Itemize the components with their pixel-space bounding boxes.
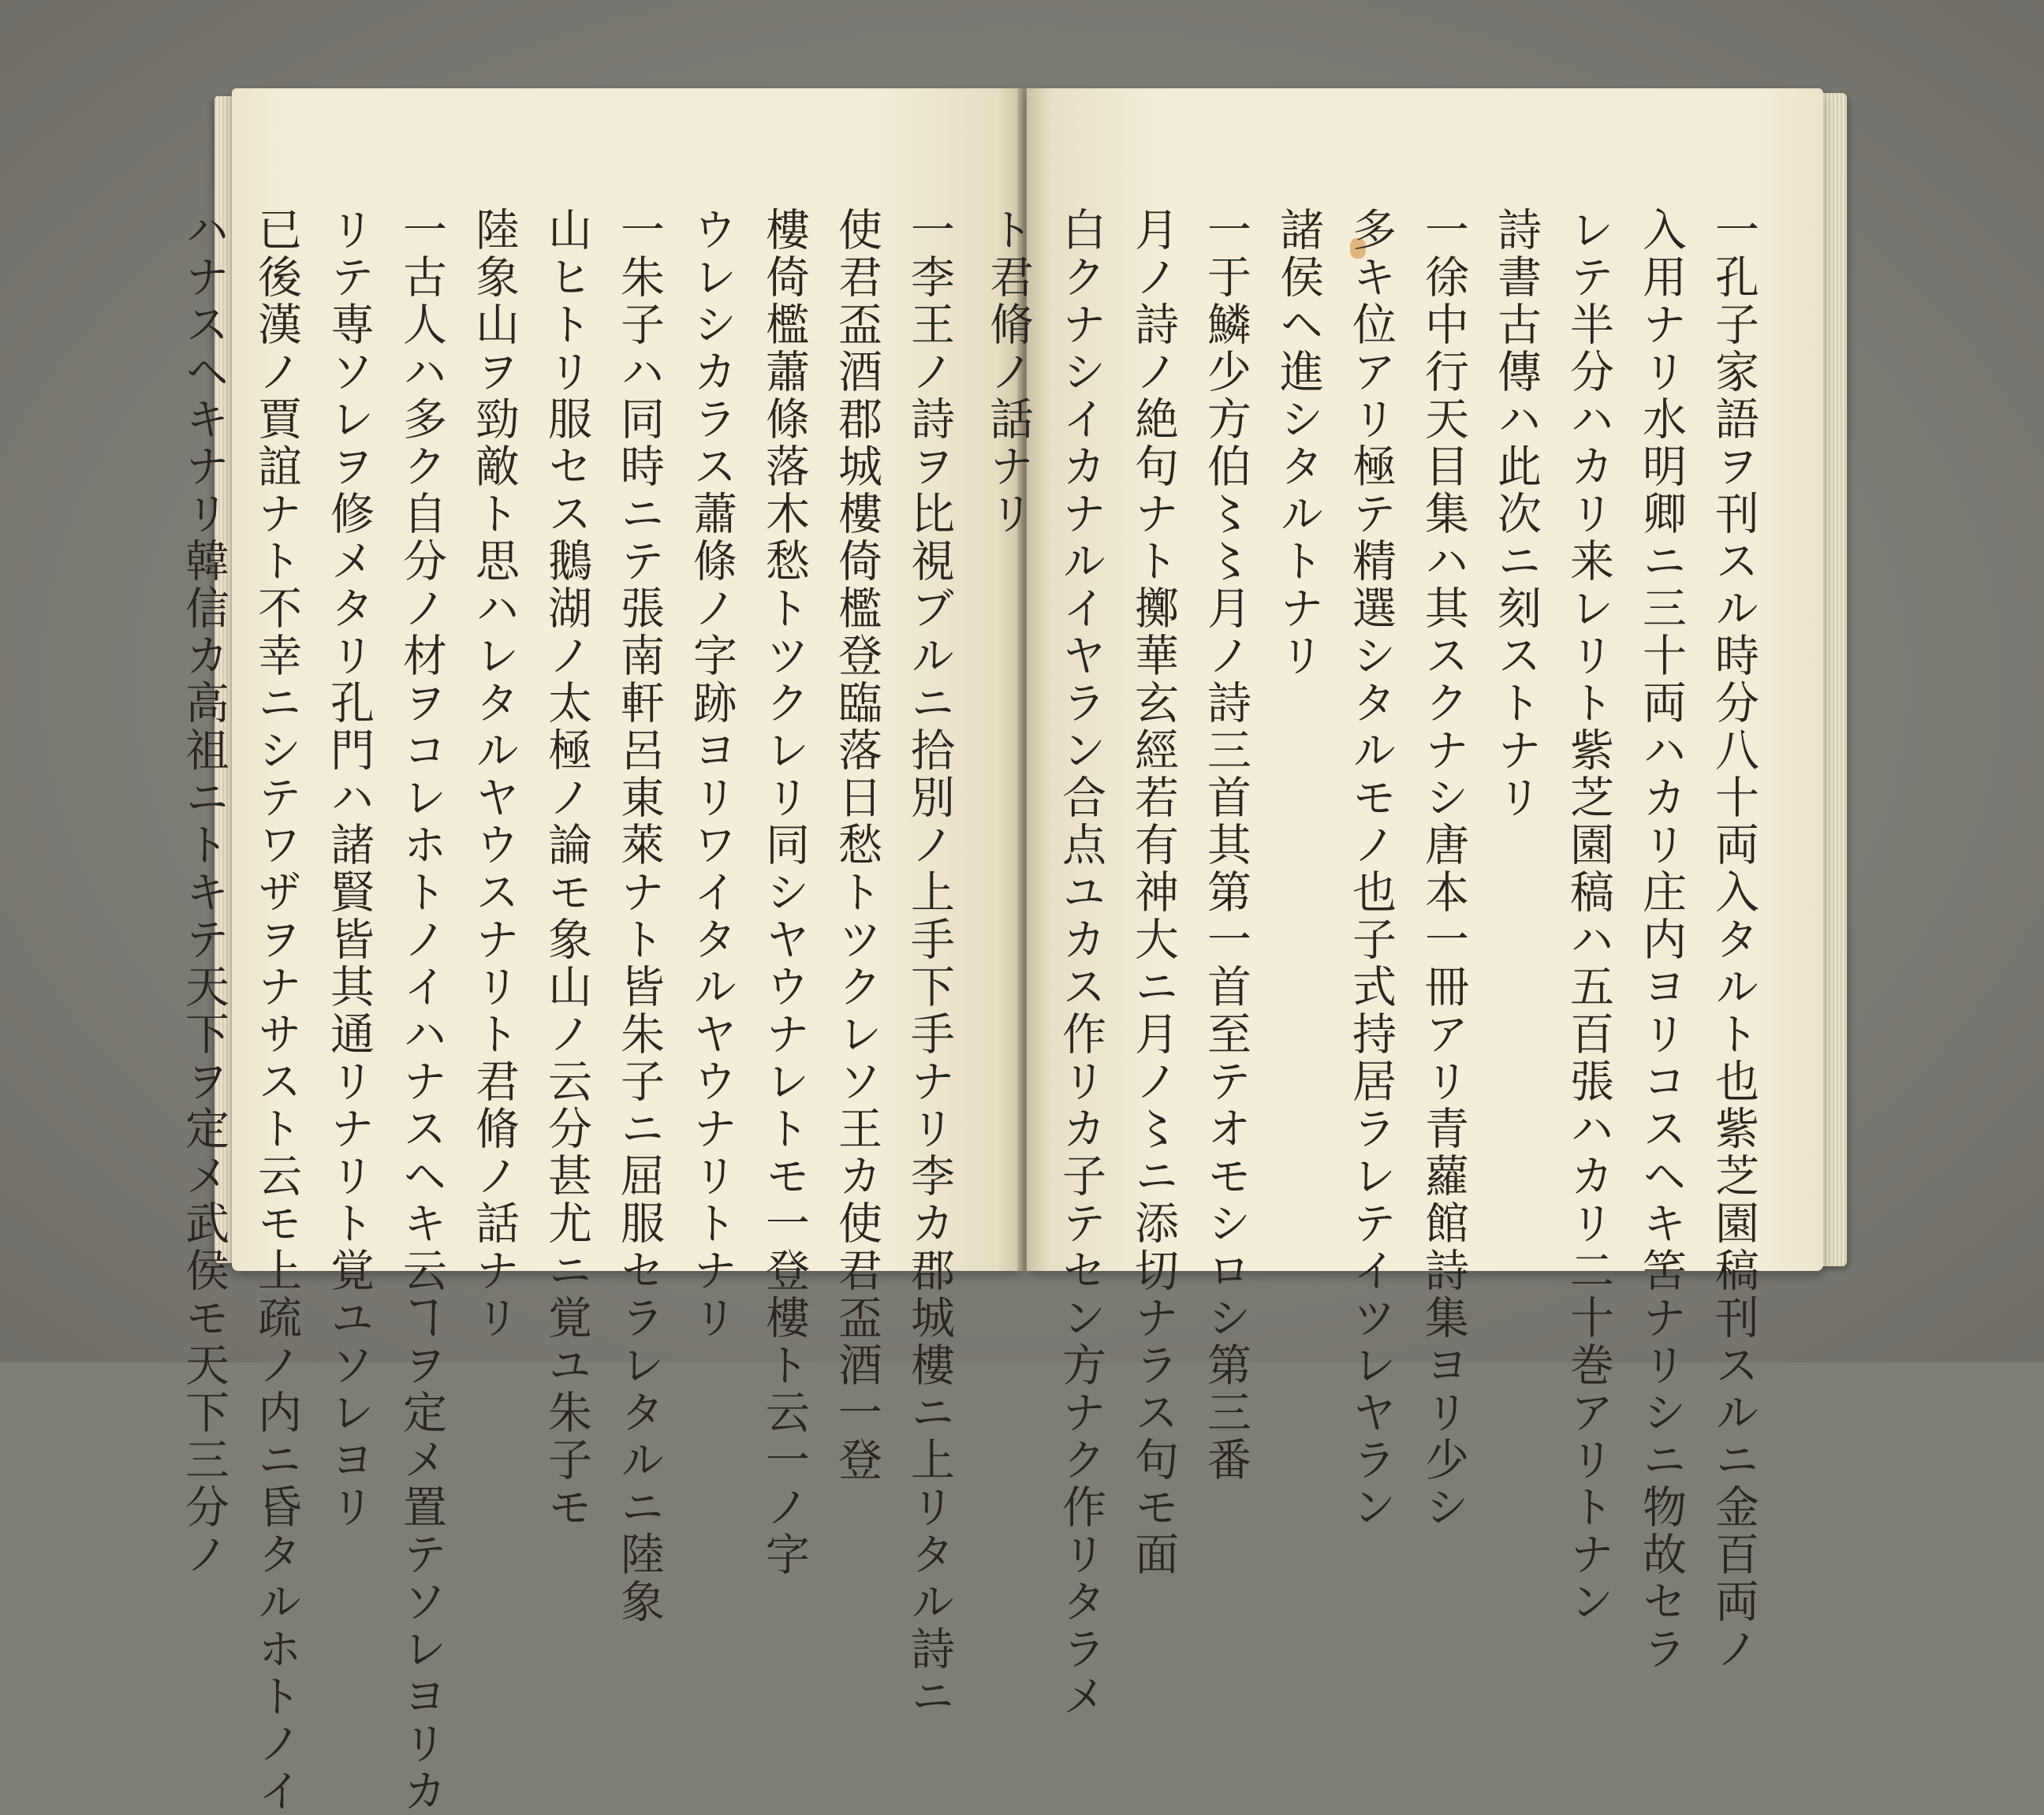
text-line: 一于鱗少方伯〻〻月ノ詩三首其第一首至テオモシロシ第三番 <box>1200 207 1251 1484</box>
text-line: 山ヒトリ服セス鵝湖ノ太極ノ論モ象山ノ云分甚尤ニ覚ユ朱子モ <box>541 207 592 1531</box>
text-line: 樓倚檻蕭條落木愁トツクレリ同シヤウナレトモ一登樓ト云一ノ字 <box>759 207 810 1578</box>
text-line: 一孔子家語ヲ刊スル時分八十両入タルト也紫芝園稿刊スルニ金百両ノ <box>1708 207 1759 1673</box>
left-page <box>178 88 1020 1815</box>
text-line: 陸象山ヲ勁敵ト思ハレタルヤウスナリト君脩ノ話ナリ <box>468 207 520 1342</box>
text-line: ト君脩ノ話ナリ <box>983 207 1034 538</box>
right-page-text <box>983 207 1770 1720</box>
text-line: 諸侯ヘ進シタルトナリ <box>1273 207 1324 680</box>
left-page-text <box>178 207 965 1815</box>
text-line: ウレシカラス蕭條ノ字跡ヨリワイタルヤウナリトナリ <box>686 207 737 1342</box>
text-line: 白クナシイカナルイヤラン合点ユカス作リカ子テセン方ナク作リタラメ <box>1055 207 1106 1720</box>
text-line: 月ノ詩ノ絶句ナト擲華玄經若有神大ニ月ノ〻ニ添切ナラス句モ面 <box>1128 207 1179 1578</box>
text-line: 一古人ハ多ク自分ノ材ヲコレホトノイハナスヘキ云ヿヲ定メ置テソレヨリカ <box>396 207 447 1815</box>
text-line: 一徐中行天目集ハ其スクナシ唐本一冊アリ青蘿館詩集ヨリ少シ <box>1418 207 1469 1531</box>
text-line: 入用ナリ水明卿ニ三十両ハカリ庄内ヨリコスヘキ筈ナリシニ物故セラ <box>1636 207 1687 1673</box>
text-line: 一李王ノ詩ヲ比視ブルニ拾別ノ上手下手ナリ李カ郡城樓ニ上リタル詩ニ <box>904 207 955 1720</box>
text-line: リテ専ソレヲ修メタリ孔門ハ諸賢皆其通リナリト覚ユソレヨリ <box>323 207 375 1531</box>
text-line: 多キ位アリ極テ精選シタルモノ也子式持居ラレテイツレヤラン <box>1345 207 1397 1531</box>
open-book <box>178 88 1847 1815</box>
text-line: ハナスヘキナリ韓信カ高祖ニトキテ天下ヲ定メ武侯モ天下三分ノ <box>178 207 229 1578</box>
text-line: レテ半分ハカリ来レリト紫芝園稿ハ五百張ハカリ二十巻アリトナン <box>1563 207 1614 1626</box>
text-line: 使君盃酒郡城樓倚檻登臨落日愁トツクレソ王カ使君盃酒一登 <box>831 207 882 1484</box>
text-line: 已後漢ノ賈誼ナト不幸ニシテワザヲナサスト云モ上疏ノ内ニ昏タルホトノイ <box>251 207 302 1815</box>
right-page <box>983 88 1823 1720</box>
text-line: 一朱子ハ同時ニテ張南軒呂東萊ナト皆朱子ニ屈服セラレタルニ陸象 <box>614 207 665 1626</box>
text-line: 詩書古傳ハ此次ニ刻ストナリ <box>1490 207 1542 822</box>
